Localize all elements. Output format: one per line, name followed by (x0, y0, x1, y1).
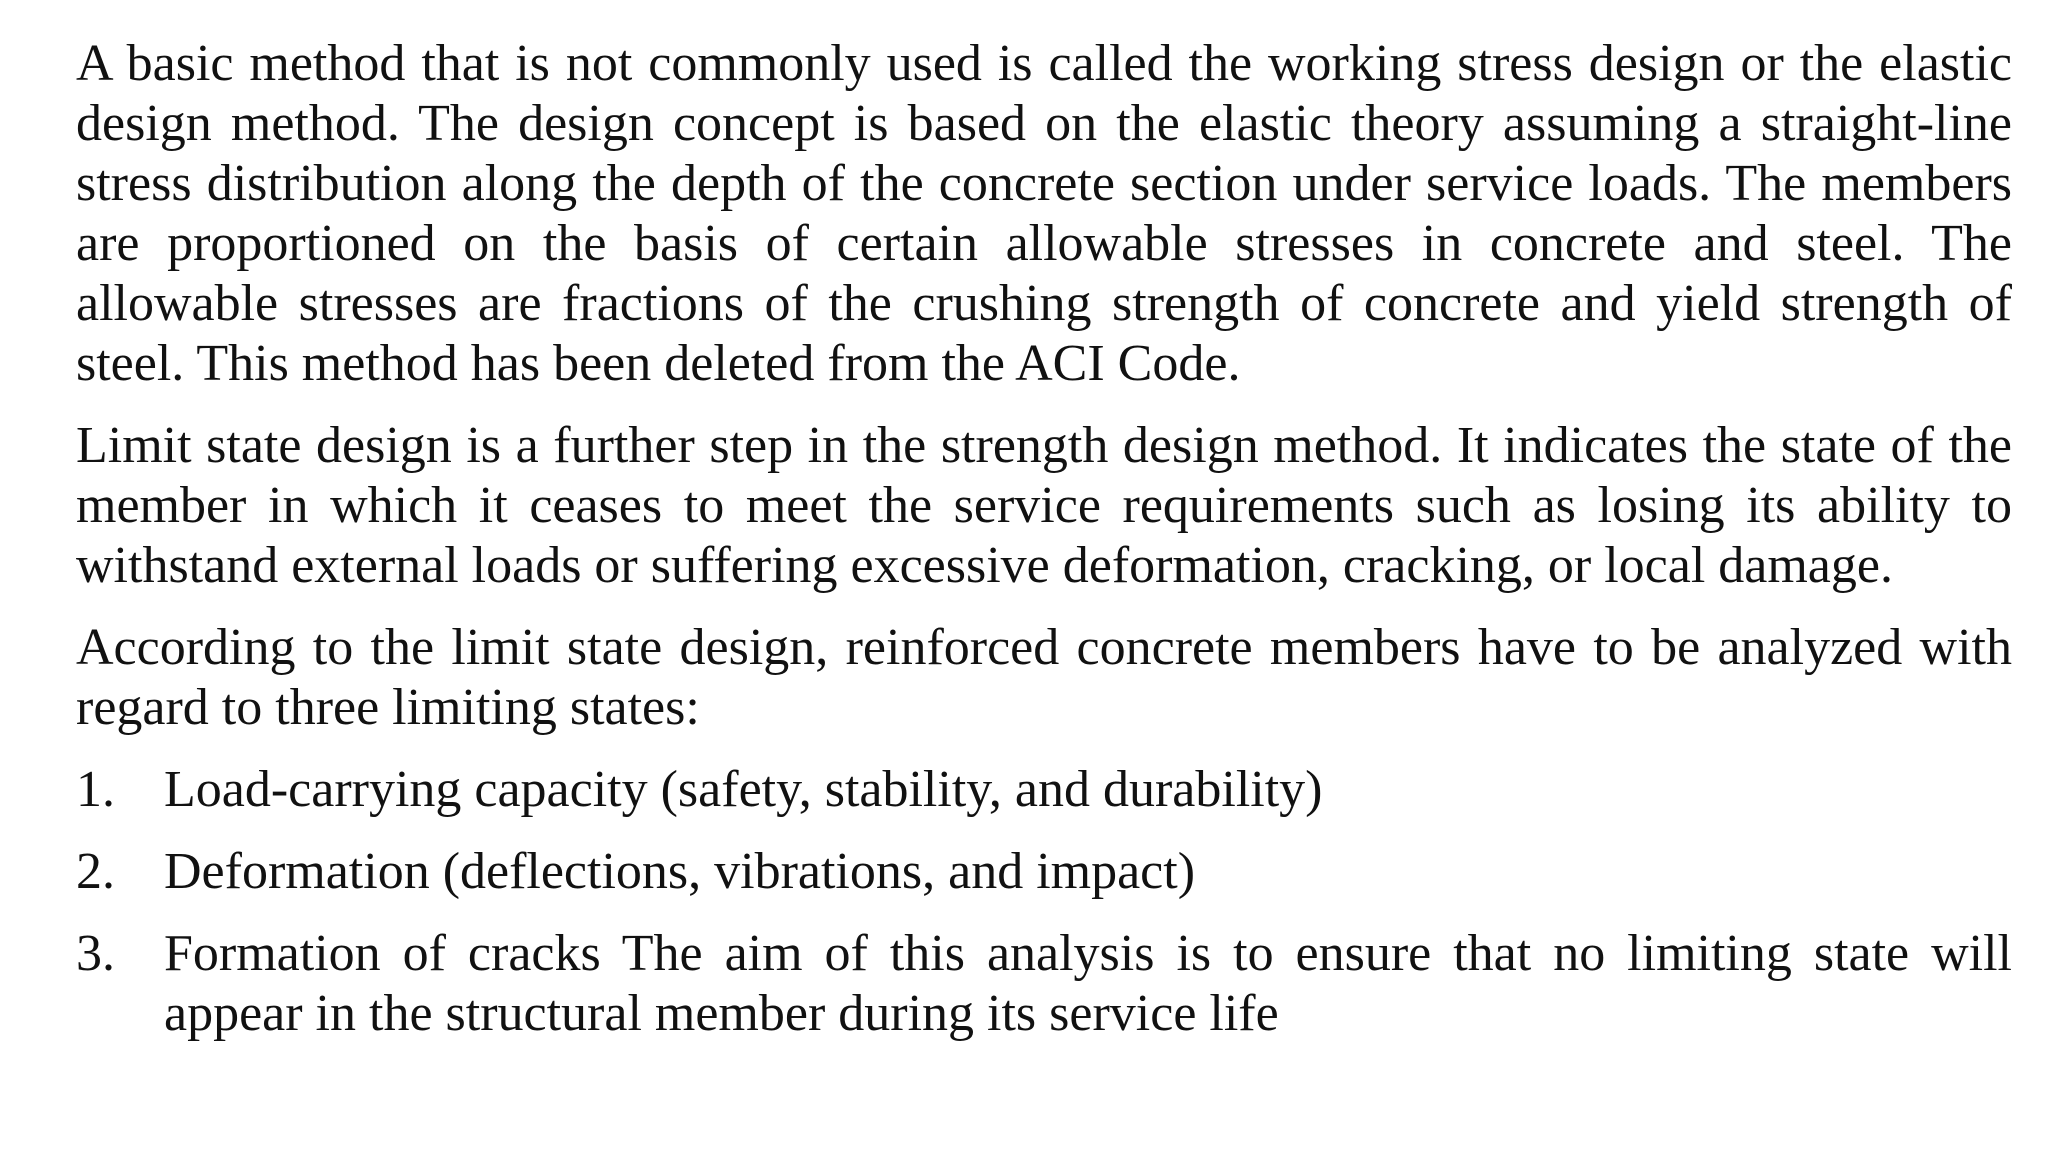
paragraph-limit-state-design: Limit state design is a further step in the strength design method. It indicates the state of the member in which it ceases to meet the service requirements such as losing its ability to withstand external loads or suffering excessive deformation, cracking, or local damage. (76, 417, 2012, 594)
document-page (76, 34, 2012, 1066)
list-item-number: 2. (76, 843, 115, 900)
list-item-text: Deformation (deflections, vibrations, and impact) (164, 843, 1196, 900)
list-item-text: Load-carrying capacity (safety, stability, and durability) (164, 761, 1323, 818)
list-item-text: Formation of cracks The aim of this analysis is to ensure that no limiting state will appear in the structural member during its service life (164, 925, 2012, 1042)
list-item (76, 760, 2012, 820)
limiting-states-list (76, 760, 2012, 1044)
paragraph-limiting-states-intro: According to the limit state design, reinforced concrete members have to be analyzed with regard to three limiting states: (76, 619, 2012, 736)
list-item (76, 924, 2012, 1044)
paragraph-working-stress-design: A basic method that is not commonly used is called the working stress design or the elastic design method. The design concept is based on the elastic theory assuming a straight-line stress distribution along the depth of the concrete section under service loads. The members are proportioned on the basis of certain allowable stresses in concrete and steel. The allowable stresses are fractions of the crushing strength of concrete and yield strength of steel. This method has been deleted from the ACI Code. (76, 35, 2012, 392)
list-item-number: 1. (76, 761, 115, 818)
list-item-number: 3. (76, 925, 115, 982)
list-item (76, 842, 2012, 902)
